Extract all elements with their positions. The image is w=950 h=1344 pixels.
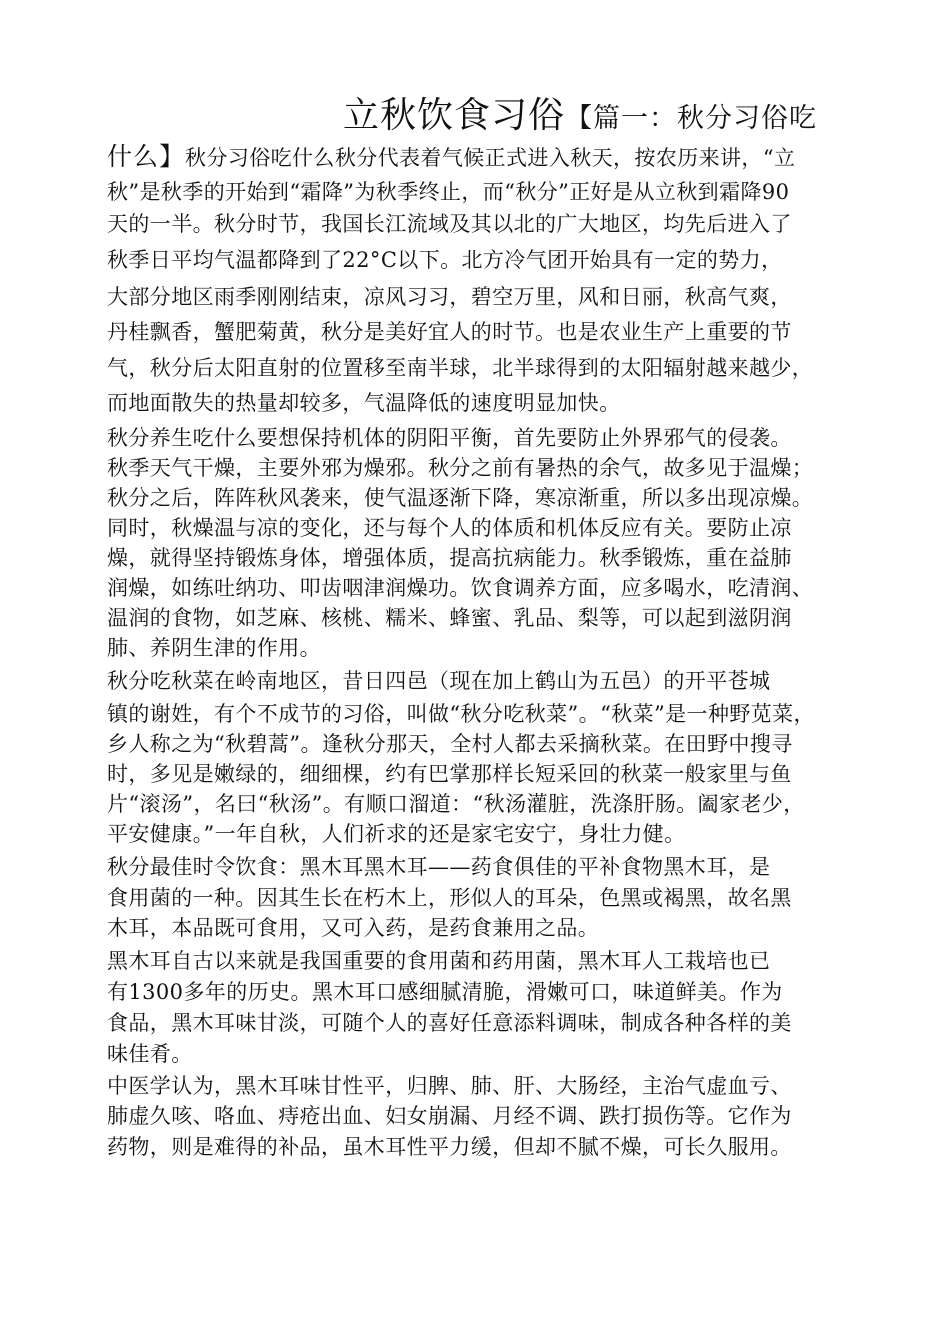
paragraph-line: 而地面散失的热量却较多，气温降低的速度明显加快。 [107, 391, 621, 415]
paragraph-line: 平安健康。”一年自秋，人们祈求的还是家宅安宁，身壮力健。 [107, 822, 686, 846]
paragraph-line: 秋季天气干燥，主要外邪为燥邪。秋分之前有暑热的余气，故多见于温燥； [107, 456, 814, 480]
heading-main: 立秋饮食习俗 [343, 95, 566, 136]
paragraph-line: 什么】秋分习俗吃什么秋分代表着气候正式进入秋天，按农历来讲，“立 [107, 142, 796, 171]
paragraph-line: 润燥，如练吐纳功、叩齿咽津润燥功。饮食调养方面，应多喝水，吃清润、 [107, 576, 814, 600]
heading-sub: 【篇一：秋分习俗吃 [565, 103, 818, 134]
paragraph-line: 秋分养生吃什么要想保持机体的阴阳平衡，首先要防止外界邪气的侵袭。 [107, 426, 792, 450]
paragraph-line: 燥，就得坚持锻炼身体，增强体质，提高抗病能力。秋季锻炼，重在益肺 [107, 546, 792, 570]
document-heading [343, 94, 817, 142]
paragraph-line: 丹桂飘香，蟹肥菊黄，秋分是美好宜人的时节。也是农业生产上重要的节 [107, 320, 792, 344]
paragraph-line: 中医学认为，黑木耳味甘性平，归脾、肺、肝、大肠经，主治气虚血亏、 [107, 1074, 792, 1098]
paragraph-line: 气，秋分后太阳直射的位置移至南半球，北半球得到的太阳辐射越来越少， [107, 356, 814, 380]
paragraph-line: 温润的食物，如芝麻、核桃、糯米、蜂蜜、乳品、梨等，可以起到滋阴润 [107, 606, 792, 630]
heading-continuation: 什么】 [107, 142, 186, 171]
paragraph-line: 片“滚汤”，名曰“秋汤”。有顺口溜道：“秋汤灌脏，洗涤肝肠。阖家老少， [107, 792, 805, 816]
paragraph-line: 肺虚久咳、咯血、痔疮出血、妇女崩漏、月经不调、跌打损伤等。它作为 [107, 1104, 792, 1128]
paragraph-line: 肺、养阴生津的作用。 [107, 636, 321, 660]
paragraph-line: 有1300多年的历史。黑木耳口感细腻清脆，滑嫩可口，味道鲜美。作为 [107, 980, 783, 1004]
paragraph-line: 食品，黑木耳味甘淡，可随个人的喜好任意添料调味，制成各种各样的美 [107, 1011, 792, 1035]
paragraph-line: 药物，则是难得的补品，虽木耳性平力缓，但却不腻不燥，可长久服用。 [107, 1135, 792, 1159]
paragraph-line: 秋分吃秋菜在岭南地区，昔日四邑（现在加上鹤山为五邑）的开平苍城 [107, 669, 771, 693]
paragraph-line: 秋季日平均气温都降到了22°C以下。北方冷气团开始具有一定的势力， [107, 248, 783, 272]
paragraph-line: 秋分之后，阵阵秋风袭来，使气温逐渐下降，寒凉渐重，所以多出现凉燥。 [107, 486, 814, 510]
paragraph-line: 味佳肴。 [107, 1042, 193, 1066]
paragraph-line: 木耳，本品既可食用，又可入药，是药食兼用之品。 [107, 916, 600, 940]
paragraph-line: 大部分地区雨季刚刚结束，凉风习习，碧空万里，风和日丽，秋高气爽， [107, 285, 792, 309]
paragraph-line: 黑木耳自古以来就是我国重要的食用菌和药用菌，黑木耳人工栽培也已 [107, 949, 771, 973]
paragraph-line: 天的一半。秋分时节，我国长江流域及其以北的广大地区，均先后进入了 [107, 212, 792, 236]
paragraph-line: 秋”是秋季的开始到“霜降”为秋季终止，而“秋分”正好是从立秋到霜降90 [107, 180, 790, 204]
paragraph-line: 食用菌的一种。因其生长在朽木上，形似人的耳朵，色黑或褐黑，故名黑 [107, 886, 792, 910]
paragraph-line: 镇的谢姓，有个不成节的习俗，叫做“秋分吃秋菜”。“秋菜”是一种野苋菜， [107, 702, 815, 726]
paragraph-line: 秋分最佳时令饮食：黑木耳黑木耳——药食俱佳的平补食物黑木耳，是 [107, 855, 771, 879]
paragraph-line: 同时，秋燥温与凉的变化，还与每个人的体质和机体反应有关。要防止凉 [107, 516, 792, 540]
paragraph-line: 乡人称之为“秋碧蒿”。逢秋分那天，全村人都去采摘秋菜。在田野中搜寻 [107, 732, 793, 756]
paragraph-line: 时，多见是嫩绿的，细细棵，约有巴掌那样长短采回的秋菜一般家里与鱼 [107, 762, 792, 786]
